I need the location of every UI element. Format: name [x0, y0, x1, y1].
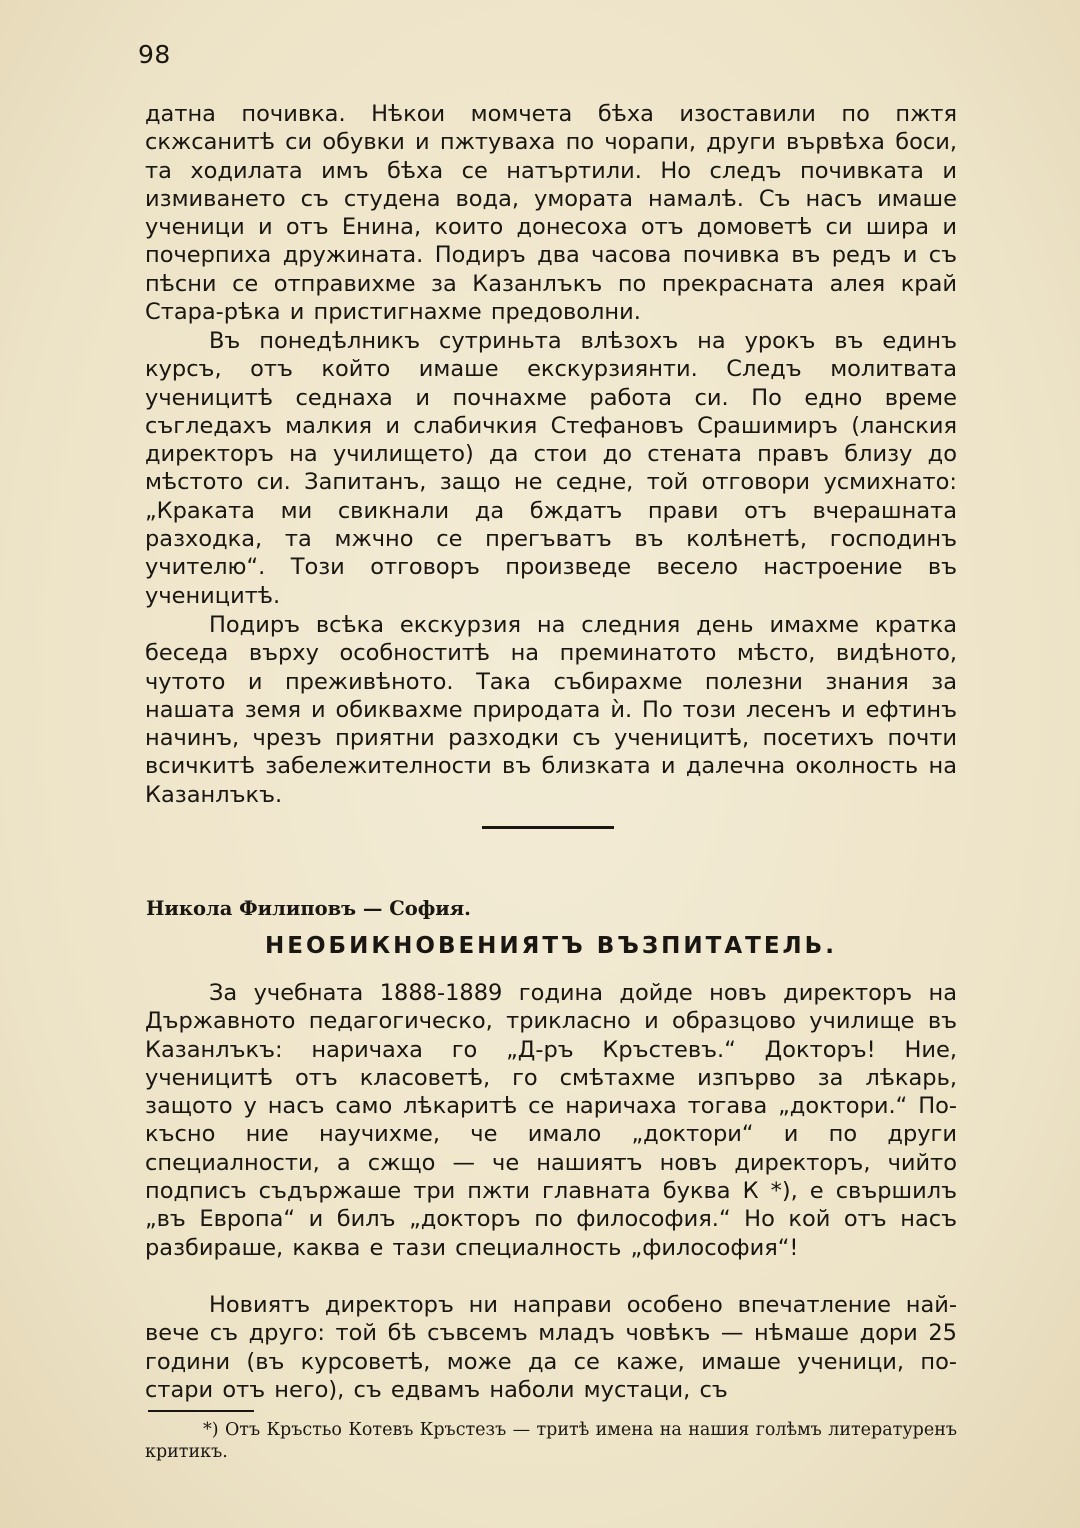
article1-paragraph-1	[145, 100, 957, 326]
paragraph-text: Въ понедѣлникъ сутриньта влѣзохъ на урокъ въ единъ курсъ, отъ който имаше екскурзиянти. Следъ молитвата ученицитѣ седнаха и почнахме работа си. По едно време съгледахъ малкия и слабичкия Стефановъ Срашимиръ (ланския директоръ на училището) да стои до стената правъ близу до мѣстото си. Запитанъ, защо не седне, той отговори усмихнато: „Краката ми свикнали да бждатъ прави отъ вчерашната разходка, та мжчно се прегъватъ въ колѣнетѣ, господинъ учителю“. Този отговоръ произведе весело настроение въ ученицитѣ.	[145, 328, 957, 609]
article1-paragraph-2	[145, 327, 957, 610]
paragraph-text: Подиръ всѣка екскурзия на следния день имахме кратка беседа върху особноститѣ на преминатото мѣсто, видѣното, чутото и преживѣното. Така събирахме полезни знания за нашата земя и обиквахме природата ѝ. По този лесенъ и ефтинъ начинъ, чрезъ приятни разходки съ ученицитѣ, посетихъ почти всичкитѣ забележителности въ близката и далечна околность на Казанлъкъ.	[145, 612, 957, 808]
paragraph-text: Новиятъ директоръ ни направи особено впечатление най-вече съ друго: той бѣ съвсемъ младъ човѣкъ — нѣмаше дори 25 години (въ курсоветѣ, може да се каже, имаше ученици, по-стари отъ него), съ едвамъ наболи мустаци, съ	[145, 1292, 957, 1403]
paragraph-text: датна почивка. Нѣкои момчета бѣха изоставили по пжтя скжсанитѣ си обувки и пжтуваха по чорапи, други вървѣха боси, та ходилата имъ бѣха се натъртили. Но следъ почивката и измиването съ студена вода, умората намалѣ. Съ насъ имаше ученици и отъ Енина, които донесоха отъ домоветѣ си шира и почерпиха дружината. Подиръ два часова почивка въ редъ и съ пѣсни се отправихме за Казанлъкъ по прекрасната алея край Стара-рѣка и пристигнахме предоволни.	[145, 101, 957, 326]
footnote	[145, 1419, 957, 1463]
article2-paragraph-1	[145, 979, 957, 1262]
footnote-text: *) Отъ Кръстьо Котевъ Кръстезъ — тритѣ имена на нашия голѣмъ литературенъ критикъ.	[145, 1420, 957, 1462]
footnote-divider	[148, 1410, 254, 1412]
article-title: НЕОБИКНОВЕНИЯТЪ ВЪЗПИТАТЕЛЬ.	[265, 933, 837, 959]
article2-paragraph-2	[145, 1291, 957, 1404]
article-author: Никола Филиповъ — София.	[146, 897, 471, 920]
section-divider	[482, 826, 614, 829]
article1-paragraph-3	[145, 611, 957, 809]
paragraph-text: За учебната 1888-1889 година дойде новъ директоръ на Държавното педагогическо, трикласно и образцово училище въ Казанлъкъ: наричаха го „Д-ръ Кръстевъ.“ Докторъ! Ние, ученицитѣ отъ класоветѣ, го смѣтахме изпърво за лѣкарь, защото у насъ само лѣкаритѣ се наричаха тогава „доктори.“ По-късно ние научихме, че имало „доктори“ и по други специалности, а сжщо — че нашиятъ новъ директоръ, чийто подписъ съдържаше три пжти главната буква К *), е свършилъ „въ Европа“ и билъ „докторъ по философия.“ Но кой отъ насъ разбираше, каква е тази специалность „философия“!	[145, 980, 957, 1261]
page-number: 98	[138, 40, 171, 69]
